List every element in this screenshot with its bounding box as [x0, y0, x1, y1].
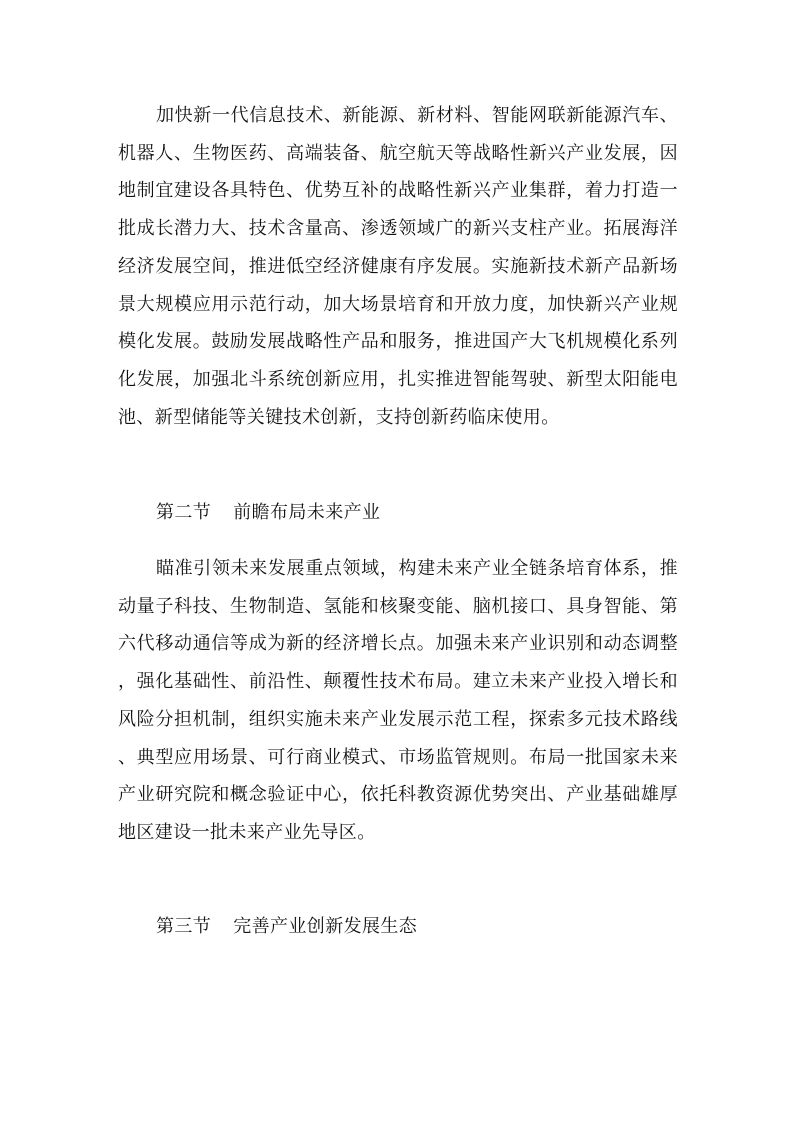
body-paragraph-emerging-industries: 加快新一代信息技术、新能源、新材料、智能网联新能源汽车、机器人、生物医药、高端装备、航空航天等战略性新兴产业发展，因地制宜建设各具特色、优势互补的战略性新兴产业集群，着力打造一批成长潜力大、技术含量高、渗透领域广的新兴支柱产业。拓展海洋经济发展空间，推进低空经济健康有序发展。实施新技术新产品新场景大规模应用示范行动，加大场景培育和开放力度，加快新兴产业规模化发展。鼓励发展战略性产品和服务，推进国产大飞机规模化系列化发展，加强北斗系统创新应用，扎实推进智能驾驶、新型太阳能电池、新型储能等关键技术创新，支持创新药临床使用。 [118, 105, 678, 428]
section-heading-future-industries [156, 499, 380, 527]
section-title: 完善产业创新发展生态 [233, 916, 418, 937]
section-title: 前瞻布局未来产业 [233, 502, 381, 523]
section-number: 第二节 [156, 502, 212, 523]
body-paragraph-future-industries: 瞄准引领未来发展重点领域，构建未来产业全链条培育体系，推动量子科技、生物制造、氢能和核聚变能、脑机接口、具身智能、第六代移动通信等成为新的经济增长点。加强未来产业识别和动态调整，强化基础性、前沿性、颠覆性技术布局。建立未来产业投入增长和风险分担机制，组织实施未来产业发展示范工程，探索多元技术路线、典型应用场景、可行商业模式、市场监管规则。布局一批国家未来产业研究院和概念验证中心，依托科教资源优势突出、产业基础雄厚地区建设一批未来产业先导区。 [118, 558, 678, 843]
section-number: 第三节 [156, 916, 212, 937]
section-heading-industry-ecosystem [156, 913, 417, 941]
